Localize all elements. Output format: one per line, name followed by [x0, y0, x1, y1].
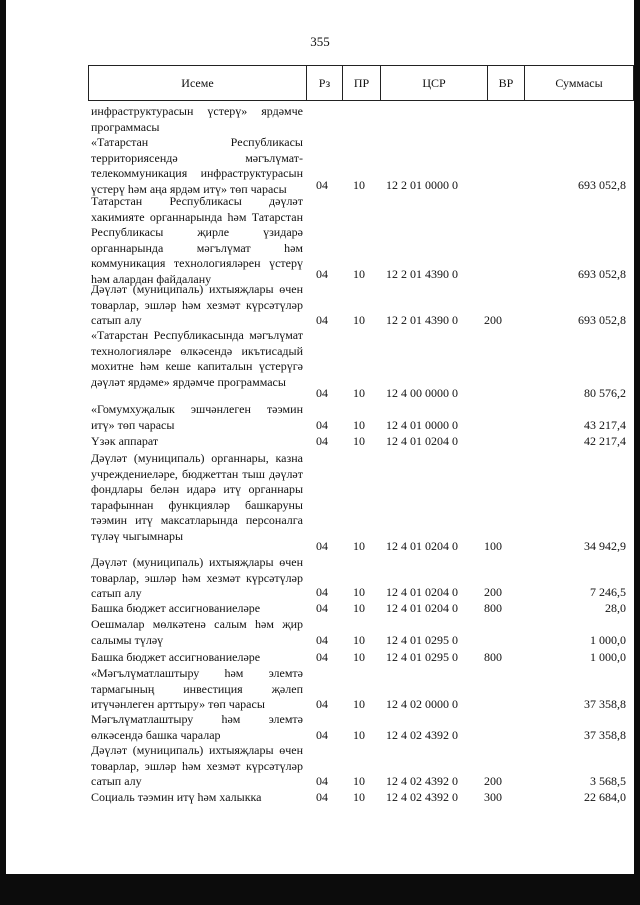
- row-name: Дәүләт (муниципаль) ихтыяҗлары өчен товарлар, эшләр һәм хезмәт күрсәтүләр сатып алу: [91, 555, 303, 600]
- row-sum: 37 358,8: [584, 728, 626, 742]
- column-header-sum: Суммасы: [525, 66, 634, 101]
- row-vr: 200: [484, 774, 502, 788]
- row-vr: 200: [484, 585, 502, 599]
- row-pr: 10: [353, 728, 365, 742]
- row-rz: 04: [316, 728, 328, 742]
- table-row: [0, 555, 640, 601]
- row-vr: 100: [484, 539, 502, 553]
- row-rz: 04: [316, 650, 328, 664]
- row-sum: 693 052,8: [578, 267, 626, 281]
- row-sum: 43 217,4: [584, 418, 626, 432]
- row-sum: 42 217,4: [584, 434, 626, 448]
- row-name: Дәүләт (муниципаль) органнары, казна учреждениеләре, бюджеттан тыш дәүләт фондлары белән идарә итү органнары тарафыннан функцияләр башкаруны тәэмин итү максатларында персоналга түләү чыгымнары: [91, 451, 303, 543]
- table-row: [0, 790, 640, 806]
- row-csr: 12 4 01 0204 0: [386, 601, 458, 615]
- column-header-pr: ПР: [343, 66, 381, 101]
- row-name: «Мәгълүматлаштыру һәм элемтә тармагының инвестиция җәлеп итүчәнлеген арттыру» төп чарасы: [91, 666, 303, 711]
- row-pr: 10: [353, 539, 365, 553]
- row-sum: 37 358,8: [584, 697, 626, 711]
- row-csr: 12 4 01 0204 0: [386, 434, 458, 448]
- row-rz: 04: [316, 774, 328, 788]
- row-csr: 12 2 01 4390 0: [386, 313, 458, 327]
- row-name: Оешмалар мөлкәтенә салым һәм җир салымы түләү: [91, 617, 303, 647]
- column-header-rz: Рз: [307, 66, 343, 101]
- row-rz: 04: [316, 418, 328, 432]
- row-csr: 12 4 02 4392 0: [386, 790, 458, 804]
- table-row: [0, 282, 640, 328]
- table-row: [0, 402, 640, 433]
- row-sum: 22 684,0: [584, 790, 626, 804]
- page-number: 355: [310, 34, 330, 49]
- row-name: Дәүләт (муниципаль) ихтыяҗлары өчен товарлар, эшләр һәм хезмәт күрсәтүләр сатып алу: [91, 743, 303, 788]
- row-pr: 10: [353, 601, 365, 615]
- row-name: инфраструктурасын үстерү» ярдәмче программасы: [91, 104, 303, 134]
- row-pr: 10: [353, 790, 365, 804]
- row-rz: 04: [316, 539, 328, 553]
- row-rz: 04: [316, 313, 328, 327]
- row-sum: 80 576,2: [584, 386, 626, 400]
- row-pr: 10: [353, 774, 365, 788]
- scan-border-bottom: [0, 874, 640, 905]
- column-header-vr: ВР: [488, 66, 525, 101]
- row-rz: 04: [316, 790, 328, 804]
- table-row: [0, 712, 640, 744]
- table-row: [0, 434, 640, 450]
- row-pr: 10: [353, 386, 365, 400]
- column-header-name: Исеме: [89, 66, 307, 101]
- row-rz: 04: [316, 585, 328, 599]
- row-csr: 12 4 00 0000 0: [386, 386, 458, 400]
- table-row: [0, 666, 640, 712]
- table-row: [0, 135, 640, 196]
- row-sum: 1 000,0: [590, 633, 626, 647]
- row-csr: 12 2 01 0000 0: [386, 178, 458, 192]
- table-row: [0, 617, 640, 649]
- row-csr: 12 2 01 4390 0: [386, 267, 458, 281]
- row-pr: 10: [353, 418, 365, 432]
- row-name: Дәүләт (муниципаль) ихтыяҗлары өчен товарлар, эшләр һәм хезмәт күрсәтүләр сатып алу: [91, 282, 303, 327]
- row-pr: 10: [353, 650, 365, 664]
- row-vr: 300: [484, 790, 502, 804]
- row-vr: 200: [484, 313, 502, 327]
- row-rz: 04: [316, 386, 328, 400]
- row-name: «Татарстан Республикасы территориясендә мәгълүмат-телекоммуникация инфраструктурасын үстерү һәм аңа ярдәм итү» төп чарасы: [91, 135, 303, 196]
- row-pr: 10: [353, 313, 365, 327]
- row-pr: 10: [353, 434, 365, 448]
- row-pr: 10: [353, 633, 365, 647]
- row-rz: 04: [316, 601, 328, 615]
- row-vr: 800: [484, 650, 502, 664]
- row-rz: 04: [316, 434, 328, 448]
- row-sum: 28,0: [605, 601, 626, 615]
- table-row: [0, 743, 640, 789]
- row-rz: 04: [316, 267, 328, 281]
- row-rz: 04: [316, 178, 328, 192]
- row-pr: 10: [353, 178, 365, 192]
- row-rz: 04: [316, 697, 328, 711]
- row-vr: 800: [484, 601, 502, 615]
- column-header-csr: ЦСР: [381, 66, 488, 101]
- row-name: Татарстан Республикасы дәүләт хакимияте органнарында һәм Татарстан Республикасы җирле үзидарә органнарында мәгълүмат һәм коммуникация технологияләрен үстерү һәм алардан файдалану: [91, 194, 303, 286]
- row-csr: 12 4 01 0204 0: [386, 539, 458, 553]
- row-name: «Гомумхуҗалык эшчәнлеген тәэмин итү» төп чарасы: [91, 402, 303, 432]
- row-sum: 7 246,5: [590, 585, 626, 599]
- row-csr: 12 4 01 0000 0: [386, 418, 458, 432]
- row-pr: 10: [353, 267, 365, 281]
- row-sum: 693 052,8: [578, 178, 626, 192]
- row-pr: 10: [353, 585, 365, 599]
- table-row: [0, 328, 640, 401]
- row-csr: 12 4 02 4392 0: [386, 728, 458, 742]
- row-name: Үзәк аппарат: [91, 434, 159, 448]
- row-csr: 12 4 01 0204 0: [386, 585, 458, 599]
- row-name: «Татарстан Республикасында мәгълүмат технологияләре өлкәсендә икътисадый мохитне һәм кеше капиталын үстерүгә дәүләт ярдәме» ярдәмче программасы: [91, 328, 303, 389]
- row-csr: 12 4 01 0295 0: [386, 650, 458, 664]
- table-row: [0, 104, 640, 135]
- row-csr: 12 4 01 0295 0: [386, 633, 458, 647]
- row-csr: 12 4 02 0000 0: [386, 697, 458, 711]
- row-rz: 04: [316, 633, 328, 647]
- row-sum: 3 568,5: [590, 774, 626, 788]
- table-row: [0, 194, 640, 286]
- row-name: Мәгълүматлаштыру һәм элемтә өлкәсендә башка чаралар: [91, 712, 303, 742]
- row-name: Башка бюджет ассигнованиеләре: [91, 650, 261, 664]
- row-pr: 10: [353, 697, 365, 711]
- row-sum: 1 000,0: [590, 650, 626, 664]
- row-csr: 12 4 02 4392 0: [386, 774, 458, 788]
- row-sum: 693 052,8: [578, 313, 626, 327]
- table-row: [0, 601, 640, 617]
- row-sum: 34 942,9: [584, 539, 626, 553]
- table-row: [0, 650, 640, 666]
- table-row: [0, 451, 640, 555]
- row-name: Социаль тәэмин итү һәм халыкка: [91, 790, 262, 804]
- row-name: Башка бюджет ассигнованиеләре: [91, 601, 261, 615]
